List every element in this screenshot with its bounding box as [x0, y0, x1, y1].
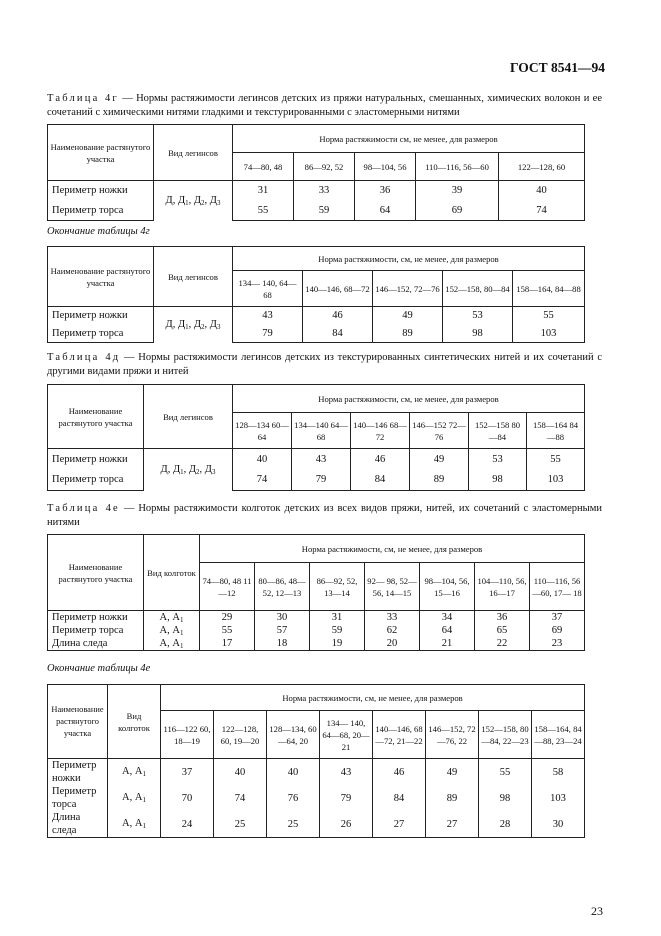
value-cell: 24	[161, 811, 214, 838]
table-row	[48, 811, 585, 838]
kind-cell: А, $А_1$	[108, 811, 161, 838]
table-row	[48, 325, 585, 343]
value-cell: 25	[267, 811, 320, 838]
table-4e-continuation-caption: Окончание таблицы 4е	[47, 663, 151, 674]
table-row	[48, 637, 585, 651]
kind-cell: А, $А_1$	[108, 785, 161, 811]
value-cell: 40	[214, 759, 267, 786]
value-cell: 33	[365, 611, 420, 625]
value-cell: 59	[294, 201, 355, 221]
value-cell: 98	[479, 785, 532, 811]
value-cell: 74	[499, 201, 585, 221]
value-cell: 23	[530, 637, 585, 651]
header-norm: Норма растяжимости см, не менее, для размеров	[233, 125, 585, 153]
size-header: 134— 140, 64— 68	[233, 271, 303, 307]
value-cell: 69	[530, 624, 585, 637]
row-label: Периметр ножки	[48, 449, 144, 470]
value-cell: 43	[233, 307, 303, 325]
value-cell: 49	[410, 449, 469, 470]
value-cell: 89	[410, 470, 469, 491]
row-label: Периметр торса	[48, 470, 144, 491]
header-kind: Вид колготок	[108, 685, 161, 759]
value-cell: 31	[310, 611, 365, 625]
size-header: 152—158 80—84	[469, 413, 527, 449]
size-header: 122—128, 60	[499, 153, 585, 181]
standard-number: ГОСТ 8541—94	[509, 60, 605, 75]
table-4g-label: Таблица 4г	[47, 93, 119, 104]
header-norm: Норма растяжимости, см, не менее, для размеров	[233, 385, 585, 413]
header-kind: Вид колготок	[144, 535, 200, 611]
value-cell: 84	[303, 325, 373, 343]
size-header: 104—110, 56, 16—17	[475, 563, 530, 611]
size-header: 146—152, 72—76	[373, 271, 443, 307]
header-part: Наименование растянутого участка	[48, 125, 154, 181]
table-4d	[47, 384, 585, 491]
value-cell: 55	[233, 201, 294, 221]
value-cell: 59	[310, 624, 365, 637]
value-cell: 84	[373, 785, 426, 811]
value-cell: 62	[365, 624, 420, 637]
value-cell: 55	[479, 759, 532, 786]
table-4g	[47, 124, 585, 221]
kind-cell: Д, $Д_1$, $Д_2$, $Д_3$	[154, 307, 233, 343]
size-header: 110—116, 56—60, 17— 18	[530, 563, 585, 611]
value-cell: 69	[416, 201, 499, 221]
row-label: Периметр ножки	[48, 181, 154, 201]
table-4g-continuation-caption: Окончание таблицы 4г	[47, 226, 150, 237]
value-cell: 103	[513, 325, 585, 343]
value-cell: 46	[303, 307, 373, 325]
value-cell: 58	[532, 759, 585, 786]
table-4e	[47, 534, 585, 651]
header-part: Наименование растянутого участка	[48, 535, 144, 611]
size-header: 128—134, 60—64, 20	[267, 711, 320, 759]
row-label: Длина следа	[48, 811, 108, 838]
table-4d-label: Таблица 4д	[47, 352, 121, 363]
header-kind: Вид легинсов	[154, 247, 233, 307]
value-cell: 40	[499, 181, 585, 201]
size-header: 146—152 72—76	[410, 413, 469, 449]
row-label: Периметр торса	[48, 785, 108, 811]
value-cell: 39	[416, 181, 499, 201]
value-cell: 49	[373, 307, 443, 325]
table-4g-title: — Нормы растяжимости легинсов детских из пряжи натуральных, смешанных, химических волокон и ее сочетаний с химическими нитями гладкими и текстурированными с эластомерными нитями	[47, 93, 603, 118]
size-header: 110—116, 56—60	[416, 153, 499, 181]
value-cell: 43	[320, 759, 373, 786]
value-cell: 37	[161, 759, 214, 786]
value-cell: 103	[532, 785, 585, 811]
kind-cell: А, $А_1$	[144, 611, 200, 625]
size-header: 86—92, 52	[294, 153, 355, 181]
row-label: Периметр торса	[48, 624, 144, 637]
value-cell: 18	[255, 637, 310, 651]
value-cell: 103	[527, 470, 585, 491]
value-cell: 65	[475, 624, 530, 637]
value-cell: 25	[214, 811, 267, 838]
value-cell: 40	[267, 759, 320, 786]
row-label: Периметр ножки	[48, 307, 154, 325]
page-number: 23	[591, 904, 603, 918]
value-cell: 29	[200, 611, 255, 625]
kind-cell: Д, $Д_1$, $Д_2$, $Д_3$	[154, 181, 233, 221]
value-cell: 98	[443, 325, 513, 343]
table-4e-continuation	[47, 684, 585, 838]
header-part: Наименование растянутого участка	[48, 385, 144, 449]
size-header: 158—164, 84—88	[513, 271, 585, 307]
value-cell: 40	[233, 449, 292, 470]
value-cell: 55	[513, 307, 585, 325]
value-cell: 89	[373, 325, 443, 343]
value-cell: 27	[426, 811, 479, 838]
value-cell: 84	[351, 470, 410, 491]
size-header: 140—146, 68—72	[303, 271, 373, 307]
table-row	[48, 449, 585, 470]
size-header: 146—152, 72—76, 22	[426, 711, 479, 759]
value-cell: 36	[475, 611, 530, 625]
value-cell: 89	[426, 785, 479, 811]
header-norm: Норма растяжимости, см, не менее, для размеров	[161, 685, 585, 711]
value-cell: 98	[469, 470, 527, 491]
value-cell: 26	[320, 811, 373, 838]
row-label: Периметр ножки	[48, 759, 108, 786]
value-cell: 31	[233, 181, 294, 201]
table-row	[48, 470, 585, 491]
table-row	[48, 181, 585, 201]
header-norm: Норма растяжимости, см, не менее, для размеров	[233, 247, 585, 271]
table-4d-title: — Нормы растяжимости легинсов детских из текстурированных синтетических нитей и их сочетаний с другими видами пряжи и нитей	[47, 352, 603, 377]
value-cell: 37	[530, 611, 585, 625]
value-cell: 53	[443, 307, 513, 325]
value-cell: 28	[479, 811, 532, 838]
size-header: 134— 140, 64—68, 20—21	[320, 711, 373, 759]
table-row	[48, 785, 585, 811]
table-row	[48, 624, 585, 637]
value-cell: 74	[233, 470, 292, 491]
value-cell: 30	[255, 611, 310, 625]
value-cell: 27	[373, 811, 426, 838]
header-part: Наименование растянутого участка	[48, 247, 154, 307]
value-cell: 22	[475, 637, 530, 651]
value-cell: 19	[310, 637, 365, 651]
size-header: 158—164, 84—88, 23—24	[532, 711, 585, 759]
value-cell: 30	[532, 811, 585, 838]
size-header: 74—80, 48	[233, 153, 294, 181]
size-header: 140—146, 68—72, 21—22	[373, 711, 426, 759]
value-cell: 64	[355, 201, 416, 221]
table-row	[48, 307, 585, 325]
value-cell: 76	[267, 785, 320, 811]
table-4e-caption	[47, 502, 602, 530]
value-cell: 33	[294, 181, 355, 201]
size-header: 152—158, 80—84	[443, 271, 513, 307]
value-cell: 20	[365, 637, 420, 651]
size-header: 158—164 84—88	[527, 413, 585, 449]
size-header: 122—128, 60, 19—20	[214, 711, 267, 759]
size-header: 116—122 60, 18—19	[161, 711, 214, 759]
kind-cell: Д, $Д_1$, $Д_2$, $Д_3$	[144, 449, 233, 491]
size-header: 98—104, 56	[355, 153, 416, 181]
value-cell: 43	[292, 449, 351, 470]
size-header: 128—134 60—64	[233, 413, 292, 449]
table-4g-continuation	[47, 246, 585, 343]
size-header: 98—104, 56, 15—16	[420, 563, 475, 611]
value-cell: 46	[373, 759, 426, 786]
value-cell: 36	[355, 181, 416, 201]
size-header: 92— 98, 52— 56, 14—15	[365, 563, 420, 611]
size-header: 86—92, 52, 13—14	[310, 563, 365, 611]
table-row	[48, 611, 585, 625]
size-header: 140—146 68—72	[351, 413, 410, 449]
value-cell: 17	[200, 637, 255, 651]
header-kind: Вид легинсов	[144, 385, 233, 449]
value-cell: 34	[420, 611, 475, 625]
row-label: Периметр торса	[48, 325, 154, 343]
row-label: Периметр ножки	[48, 611, 144, 625]
header-kind: Вид легинсов	[154, 125, 233, 181]
size-header: 80—86, 48—52, 12—13	[255, 563, 310, 611]
table-row	[48, 201, 585, 221]
value-cell: 74	[214, 785, 267, 811]
value-cell: 79	[292, 470, 351, 491]
table-4e-title: — Нормы растяжимости колготок детских из всех видов пряжи, нитей, их сочетаний с эластомерными нитями	[47, 503, 602, 528]
size-header: 152—158, 80—84, 22—23	[479, 711, 532, 759]
value-cell: 64	[420, 624, 475, 637]
value-cell: 55	[527, 449, 585, 470]
row-label: Длина следа	[48, 637, 144, 651]
table-4d-caption	[47, 351, 602, 379]
table-4e-label: Таблица 4е	[47, 503, 120, 514]
kind-cell: А, $А_1$	[144, 637, 200, 651]
value-cell: 49	[426, 759, 479, 786]
value-cell: 57	[255, 624, 310, 637]
size-header: 134—140 64—68	[292, 413, 351, 449]
header-norm: Норма растяжимости, см, не менее, для размеров	[200, 535, 585, 563]
kind-cell: А, $А_1$	[108, 759, 161, 786]
size-header: 74—80, 48 11—12	[200, 563, 255, 611]
kind-cell: А, $А_1$	[144, 624, 200, 637]
table-4g-caption	[47, 92, 602, 120]
value-cell: 79	[320, 785, 373, 811]
value-cell: 79	[233, 325, 303, 343]
row-label: Периметр торса	[48, 201, 154, 221]
value-cell: 70	[161, 785, 214, 811]
table-row	[48, 759, 585, 786]
value-cell: 53	[469, 449, 527, 470]
value-cell: 46	[351, 449, 410, 470]
value-cell: 55	[200, 624, 255, 637]
header-part: Наименование растянутого участка	[48, 685, 108, 759]
value-cell: 21	[420, 637, 475, 651]
